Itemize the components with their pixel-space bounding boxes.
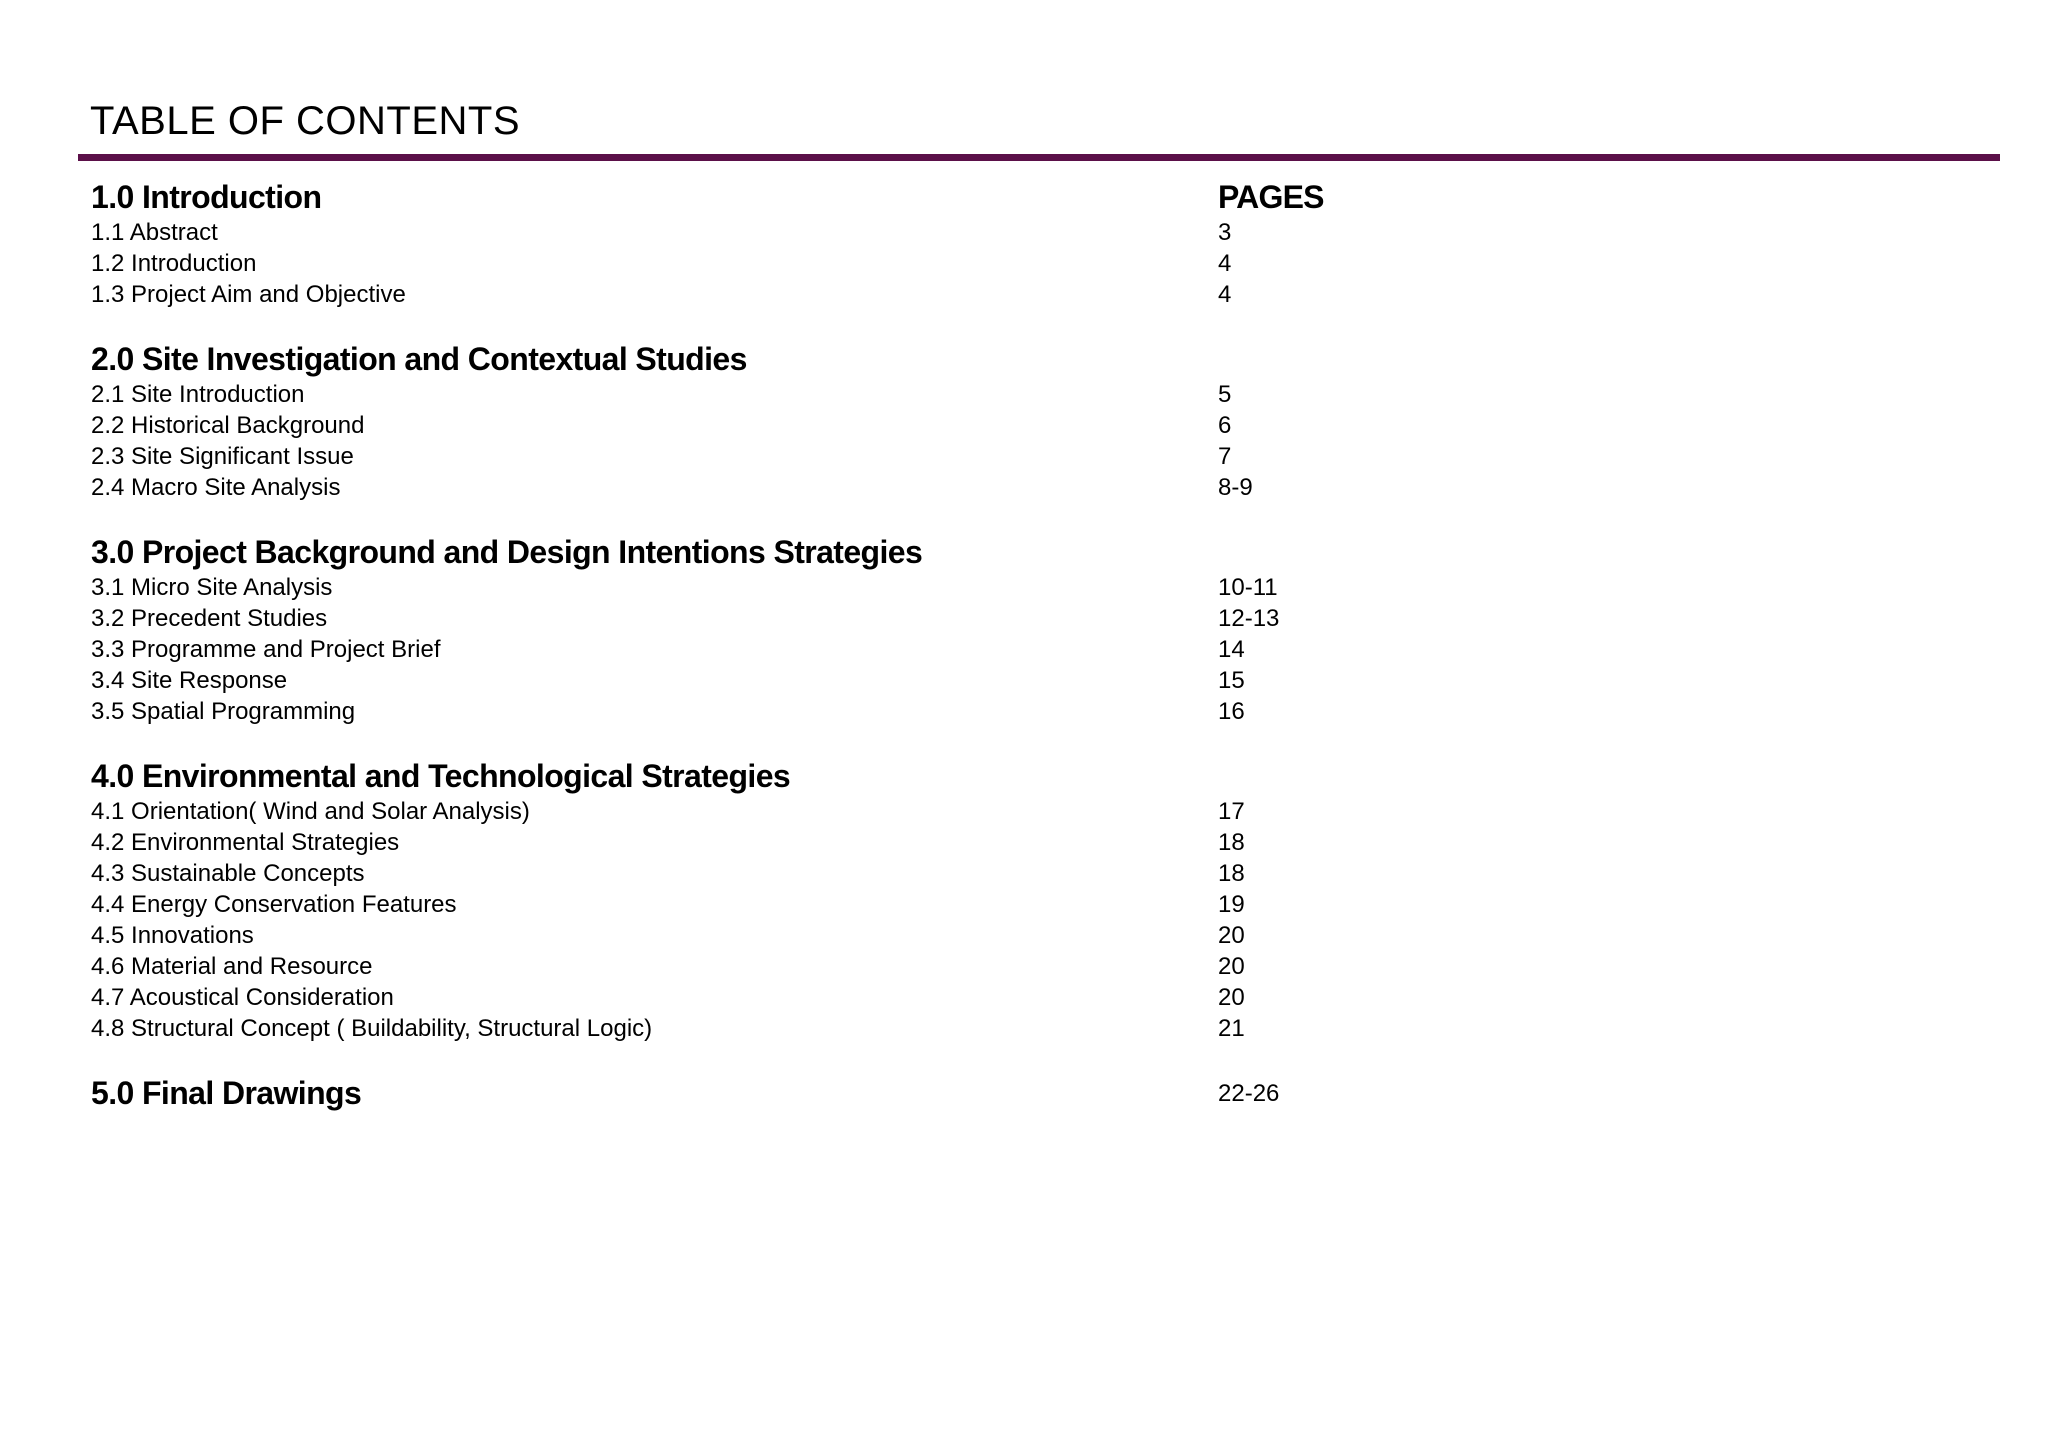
toc-entry-label: 4.1 Orientation( Wind and Solar Analysis) [91,798,530,825]
toc-entry-label: 2.2 Historical Background [91,412,365,439]
toc-section-heading-row [91,340,1491,379]
toc-entry-label: 4.4 Energy Conservation Features [91,891,457,918]
toc-entry-page: 4 [1218,250,1232,277]
toc-entry [91,410,1491,441]
toc-entry-page: 15 [1218,667,1245,694]
toc-entry-page: 18 [1218,860,1245,887]
toc-entry [91,572,1491,603]
toc-section [91,757,1491,1044]
toc-entry [91,603,1491,634]
toc-entry [91,1013,1491,1044]
toc-entry-page: 16 [1218,698,1245,725]
toc-entry-page: 20 [1218,984,1245,1011]
toc-entry [91,827,1491,858]
section-heading: 3.0 Project Background and Design Intentions Strategies [91,534,923,570]
toc-section [91,178,1491,310]
toc-entry-page: 21 [1218,1015,1245,1042]
toc-entry [91,920,1491,951]
toc-entry [91,634,1491,665]
toc-entry-page: 12-13 [1218,605,1280,632]
toc-entry-label: 3.1 Micro Site Analysis [91,574,333,601]
toc-section-heading-row [91,757,1491,796]
toc-entry-label: 3.2 Precedent Studies [91,605,328,632]
toc-entry-label: 3.5 Spatial Programming [91,698,356,725]
toc-entry-page: 18 [1218,829,1245,856]
toc-entry-label: 3.3 Programme and Project Brief [91,636,441,663]
toc-entry-label: 4.7 Acoustical Consideration [91,984,394,1011]
toc-entry [91,441,1491,472]
toc-entry [91,248,1491,279]
toc-entry [91,696,1491,727]
toc-entry [91,982,1491,1013]
toc-entry-label: 1.2 Introduction [91,250,257,277]
toc-entry-label: 2.3 Site Significant Issue [91,443,354,470]
toc-entry-page: 5 [1218,381,1232,408]
toc-entry-label: 2.4 Macro Site Analysis [91,474,341,501]
toc-entry-label: 4.8 Structural Concept ( Buildability, Structural Logic) [91,1015,653,1042]
section-heading: 4.0 Environmental and Technological Strategies [91,758,791,794]
section-page-number: 22-26 [1218,1080,1280,1107]
toc-entry-label: 4.5 Innovations [91,922,254,949]
toc-entry [91,217,1491,248]
toc-section-heading-row [91,178,1491,217]
toc-entry-page: 6 [1218,412,1232,439]
toc-section-heading-row [91,533,1491,572]
title-divider [78,154,2000,161]
toc-section-heading-row [91,1074,1491,1113]
page-title: TABLE OF CONTENTS [90,99,521,143]
toc-entry-page: 10-11 [1218,574,1278,601]
toc-entry [91,796,1491,827]
toc-entry-page: 20 [1218,922,1245,949]
toc-entry [91,858,1491,889]
section-heading: 1.0 Introduction [91,179,322,215]
toc-entry [91,665,1491,696]
toc-section [91,1074,1491,1113]
toc-entry [91,279,1491,310]
toc-entry-page: 17 [1218,798,1245,825]
toc-entry [91,379,1491,410]
toc-entry-label: 1.1 Abstract [91,219,218,246]
toc-entry-label: 3.4 Site Response [91,667,288,694]
toc-entry [91,951,1491,982]
toc-entry-page: 19 [1218,891,1245,918]
toc-entry-page: 8-9 [1218,474,1253,501]
table-of-contents [91,178,1491,1113]
toc-section [91,340,1491,503]
section-heading: 2.0 Site Investigation and Contextual Studies [91,341,747,377]
toc-section [91,533,1491,727]
toc-entry-label: 4.3 Sustainable Concepts [91,860,365,887]
toc-entry-page: 4 [1218,281,1232,308]
toc-entry-page: 20 [1218,953,1245,980]
toc-entry-page: 14 [1218,636,1245,663]
toc-entry [91,472,1491,503]
toc-entry-label: 4.6 Material and Resource [91,953,373,980]
toc-entry-label: 4.2 Environmental Strategies [91,829,400,856]
toc-entry-page: 3 [1218,219,1232,246]
section-heading: 5.0 Final Drawings [91,1075,362,1111]
toc-entry-page: 7 [1218,443,1232,470]
toc-entry [91,889,1491,920]
toc-entry-label: 2.1 Site Introduction [91,381,305,408]
pages-column-header: PAGES [1218,179,1324,215]
toc-entry-label: 1.3 Project Aim and Objective [91,281,406,308]
